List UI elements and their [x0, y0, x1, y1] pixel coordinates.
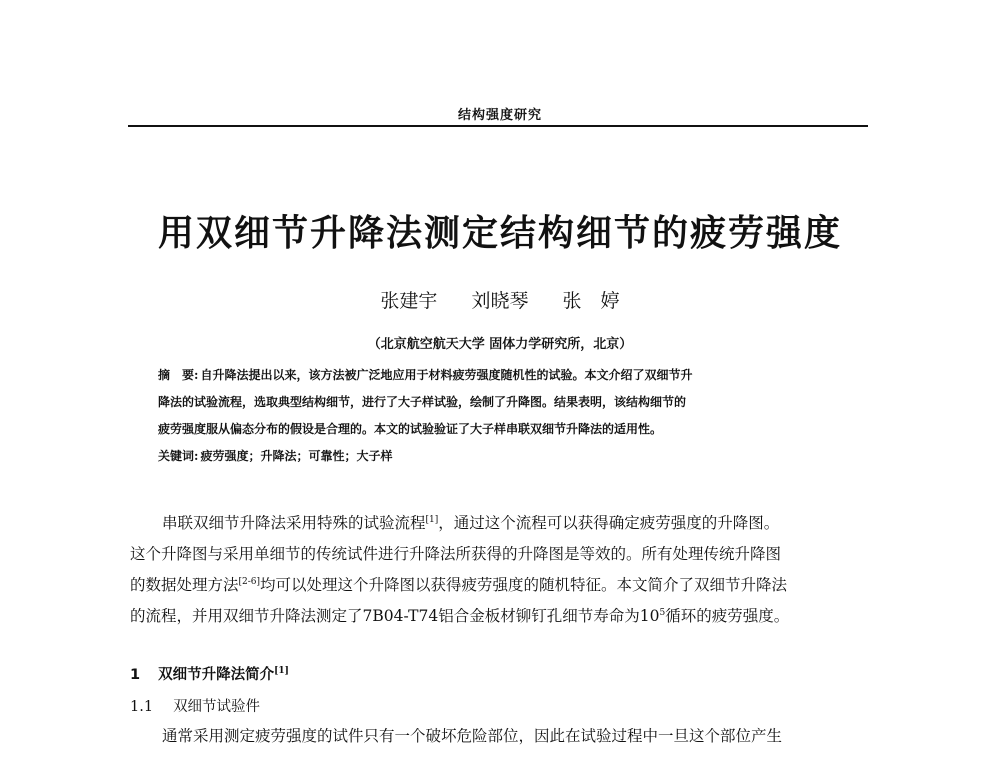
- keywords-label: 关键词:: [158, 449, 199, 463]
- text-run: 均可以处理这个升降图以获得疲劳强度的随机特征。本文简介了双细节升降法: [260, 576, 788, 594]
- affiliation: （北京航空航天大学 固体力学研究所，北京）: [367, 337, 633, 352]
- author-list: [0, 286, 1000, 313]
- body-paragraph: [130, 721, 875, 752]
- text-run: ，通过这个流程可以获得确定疲劳强度的升降图。: [438, 514, 780, 532]
- section-number: 1: [130, 667, 141, 683]
- abstract-label: 摘 要:: [158, 368, 199, 382]
- citation: [1]: [425, 514, 439, 525]
- text-run: 循环的疲劳强度。: [665, 607, 790, 625]
- intro-paragraph: [130, 508, 875, 632]
- abstract-line: 降法的试验流程，选取典型结构细节，进行了大子样试验，绘制了升降图。结果表明，该结构细节的: [158, 395, 687, 409]
- paragraph-line: 这个升降图与采用单细节的传统试件进行升降法所获得的升降图是等效的。所有处理传统升降图: [130, 545, 782, 563]
- section-title: 双细节升降法简介: [158, 666, 275, 683]
- keywords-text: 疲劳强度；升降法；可靠性；大子样: [200, 449, 393, 463]
- abstract-line: [158, 362, 848, 389]
- subsection-number: 1.1: [130, 699, 154, 715]
- paragraph-line: [130, 570, 875, 601]
- abstract: [158, 362, 848, 470]
- paragraph-line: 通常采用测定疲劳强度的试件只有一个破坏危险部位，因此在试验过程中一旦这个部位产生: [162, 727, 783, 745]
- author-name: 张建宇: [380, 290, 438, 312]
- header-rule: [128, 125, 868, 127]
- paragraph-line: [130, 601, 875, 632]
- exponent: 5: [659, 607, 666, 618]
- author-name: 张 婷: [562, 290, 620, 312]
- text-run: 串联双细节升降法采用特殊的试验流程: [162, 514, 426, 532]
- subsection-title: 双细节试验件: [173, 699, 261, 715]
- abstract-line: 疲劳强度服从偏态分布的假设是合理的。本文的试验验证了大子样串联双细节升降法的适用性。: [158, 422, 663, 436]
- paper-title: 用双细节升降法测定结构细节的疲劳强度: [157, 212, 842, 254]
- subsection-heading: [130, 695, 260, 716]
- text-run: 的数据处理方法: [130, 576, 239, 594]
- running-head: 结构强度研究: [457, 108, 542, 123]
- section-heading: [130, 663, 289, 684]
- abstract-text: 自升降法提出以来，该方法被广泛地应用于材料疲劳强度随机性的试验。本文介绍了双细节升: [200, 368, 693, 382]
- citation: [1]: [274, 666, 289, 677]
- paragraph-line: [130, 508, 875, 539]
- author-name: 刘晓琴: [471, 290, 529, 312]
- text-run: 的流程，并用双细节升降法测定了7B04-T74铝合金板材铆钉孔细节寿命为10: [130, 607, 660, 625]
- keywords-line: [158, 443, 848, 470]
- citation: [2-6]: [238, 576, 261, 587]
